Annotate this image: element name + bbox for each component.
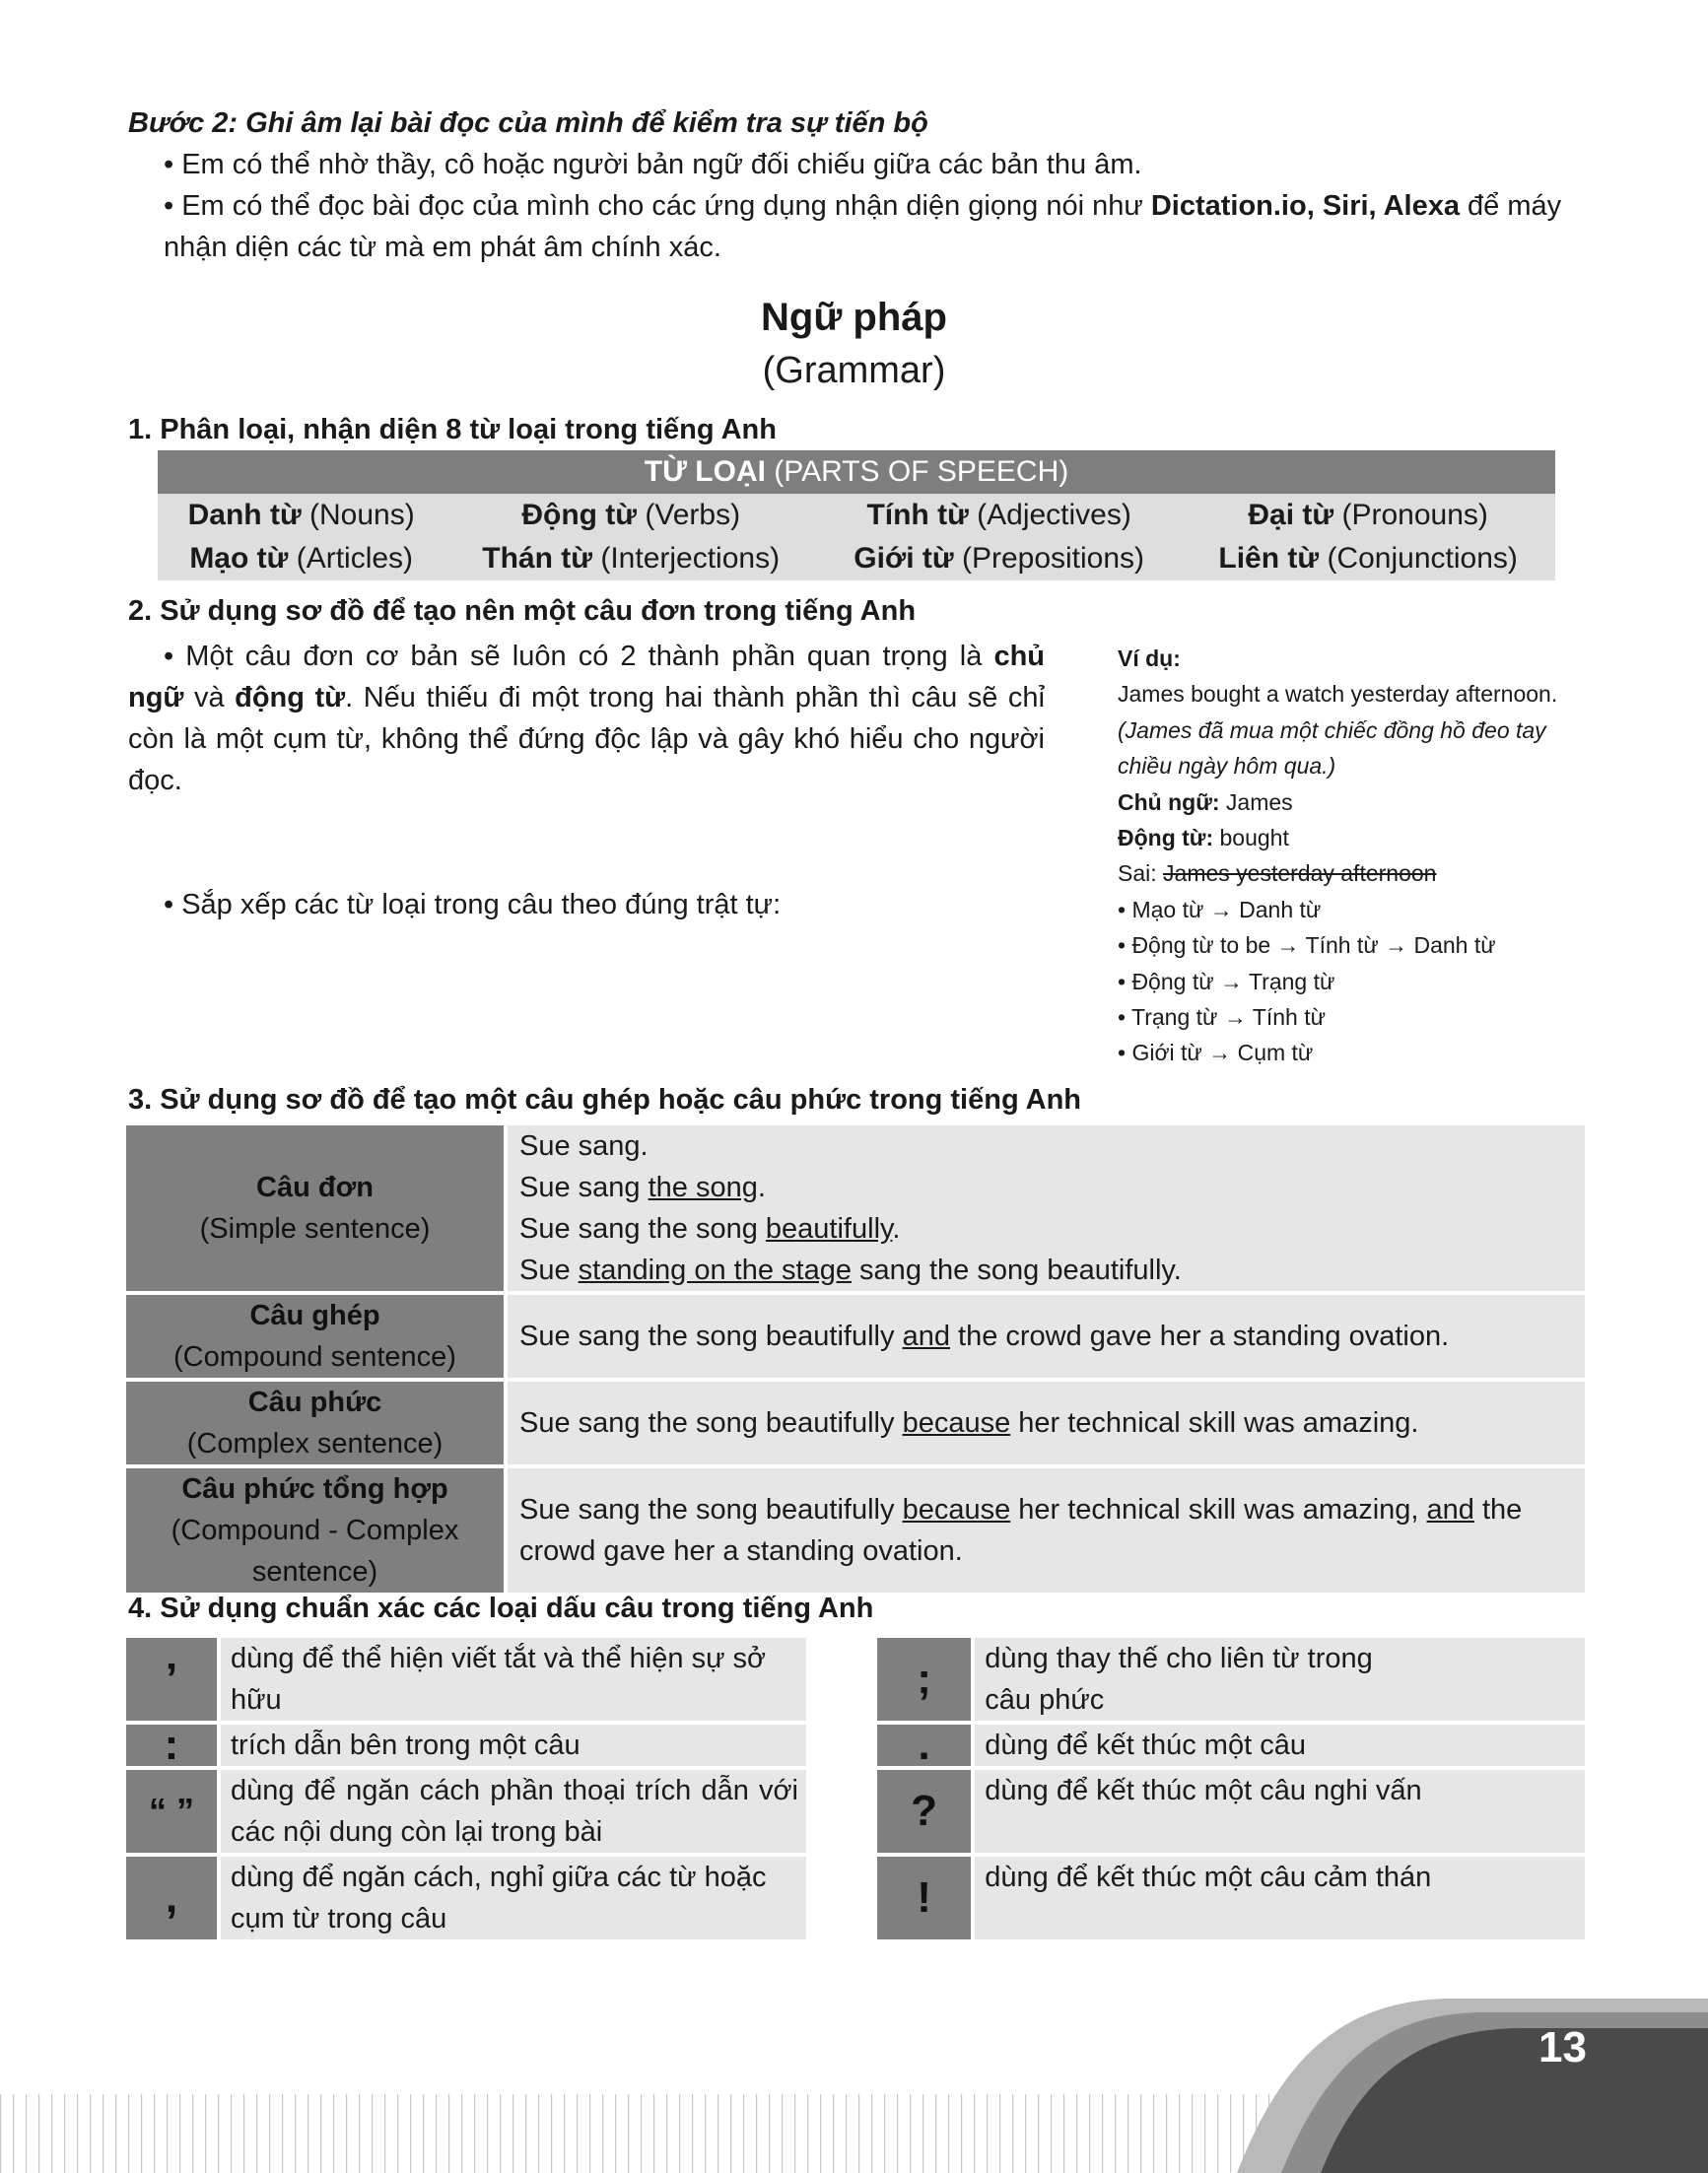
pos-en: (Conjunctions) <box>1319 542 1518 575</box>
quotation-marks-icon: “ ” <box>126 1770 217 1853</box>
punctuation-table-right <box>877 1634 1585 1943</box>
sec2-paragraph-2: • Sắp xếp các từ loại trong câu theo đúng trật tự: <box>164 889 782 920</box>
compound-complex-example <box>508 1468 1585 1593</box>
pos-vi: Liên từ <box>1218 542 1320 575</box>
step2-bullet-2-end: để máy nhận diện các từ mà em phát âm chính xác. <box>164 190 1562 263</box>
underlined: and <box>1426 1494 1474 1526</box>
punct-desc-text: dùng thay thế cho liên từ trong câu phức <box>985 1643 1373 1716</box>
parts-of-speech-table <box>158 450 1555 580</box>
row-simple <box>126 1125 1585 1291</box>
text: her technical skill was amazing. <box>1010 1407 1419 1439</box>
step2-bullet-1: • Em có thể nhờ thầy, cô hoặc người bản ngữ đối chiếu giữa các bản thu âm. <box>164 149 1142 180</box>
footer-decoration <box>0 1991 1708 2173</box>
pos-en: (Pronouns) <box>1333 499 1488 531</box>
order-item: • Giới từ → Cụm từ <box>1118 1040 1314 1066</box>
punct-desc: dùng để kết thúc một câu cảm thán <box>975 1857 1585 1939</box>
step2-title: Bước 2: Ghi âm lại bài đọc của mình để kiểm tra sự tiến bộ <box>128 107 928 139</box>
sec2-p1-rest: . Nếu thiếu đi một trong hai thành phần thì câu sẽ chỉ còn là một cụm từ, không thể đứng độc lập và gây khó hiểu cho người đọc. <box>128 682 1046 796</box>
order-item: • Động từ to be → Tính từ → Danh từ <box>1118 932 1496 959</box>
punct-desc: dùng để kết thúc một câu nghi vấn <box>975 1770 1585 1853</box>
row-complex <box>126 1382 1585 1464</box>
page-number: 13 <box>1538 2023 1587 2071</box>
pos-vi: Tính từ <box>866 499 969 531</box>
complex-en: (Complex sentence) <box>186 1428 444 1460</box>
pos-en: (Adjectives) <box>968 499 1131 531</box>
grammar-title-block <box>0 290 1708 396</box>
step2-bullet-2-text: • Em có thể đọc bài đọc của mình cho các ứng dụng nhận diện giọng nói như <box>164 190 1151 222</box>
order-item: • Động từ → Trạng từ <box>1118 968 1335 994</box>
verb-value: bought <box>1213 825 1289 851</box>
underlined: because <box>902 1407 1011 1439</box>
simple-examples <box>508 1125 1585 1291</box>
period-icon: . <box>877 1725 971 1766</box>
compound-example <box>508 1295 1585 1378</box>
text: . <box>892 1213 901 1245</box>
sec2-p1-and: và <box>183 682 236 713</box>
pos-cell <box>444 537 817 580</box>
sec2-p1-text: • Một câu đơn cơ bản sẽ luôn có 2 thành phần quan trọng là <box>164 641 994 672</box>
step2-apps: Dictation.io, Siri, Alexa <box>1150 190 1460 222</box>
pos-head-rest: (PARTS OF SPEECH) <box>765 455 1069 488</box>
step2-block <box>128 102 1587 268</box>
compound-en: (Compound sentence) <box>173 1341 456 1373</box>
pos-vi: Mạo từ <box>189 542 289 575</box>
text: the crowd gave her a standing ovation. <box>949 1321 1450 1352</box>
punct-desc: dùng để kết thúc một câu <box>975 1725 1585 1766</box>
compound-complex-vi: Câu phức tổng hợp <box>181 1473 448 1505</box>
colon-icon: : <box>126 1725 217 1766</box>
sec3-heading: 3. Sử dụng sơ đồ để tạo một câu ghép hoặc câu phức trong tiếng Anh <box>128 1084 1082 1116</box>
simple-ex-2 <box>519 1167 1575 1208</box>
verb-label: Động từ: <box>1118 825 1214 851</box>
grammar-subtitle: (Grammar) <box>762 350 946 391</box>
complex-example <box>508 1382 1585 1464</box>
apostrophe-icon: ’ <box>126 1638 217 1721</box>
example-wrong <box>1118 855 1591 891</box>
punct-row <box>126 1638 806 1721</box>
pos-cell <box>817 537 1181 580</box>
wrong-value: James yesterday afternoon <box>1163 860 1437 887</box>
punct-row <box>126 1857 806 1939</box>
punct-desc: dùng để ngăn cách, nghỉ giữa các từ hoặc cụm từ trong câu <box>221 1857 806 1939</box>
text: . <box>757 1172 766 1203</box>
sec2-example <box>1118 641 1591 1071</box>
pos-cell <box>444 494 817 537</box>
pos-en: (Verbs) <box>637 499 741 531</box>
pos-cell <box>158 537 444 580</box>
pos-cell <box>817 494 1181 537</box>
subject-value: James <box>1219 788 1293 815</box>
wrong-label: Sai: <box>1118 860 1164 887</box>
complex-label <box>126 1382 504 1464</box>
punct-row <box>877 1638 1585 1721</box>
pos-en: (Interjections) <box>592 542 781 575</box>
semicolon-icon: ; <box>877 1638 971 1721</box>
example-translation-1: (James đã mua một chiếc đồng hồ đeo tay <box>1118 716 1546 743</box>
pos-cell <box>158 494 444 537</box>
underlined: and <box>902 1321 950 1352</box>
punct-row <box>877 1857 1585 1939</box>
punct-row <box>126 1770 806 1853</box>
pos-vi: Giới từ <box>854 542 954 575</box>
sec2-paragraph-1 <box>128 636 1045 801</box>
pos-en: (Prepositions) <box>953 542 1145 575</box>
punct-row <box>126 1725 806 1766</box>
sec1-heading: 1. Phân loại, nhận diện 8 từ loại trong tiếng Anh <box>128 414 777 445</box>
sec2-verb-term: động từ <box>235 682 346 713</box>
example-sentence: James bought a watch yesterday afternoon. <box>1118 681 1558 708</box>
row-compound-complex <box>126 1468 1585 1593</box>
question-mark-icon: ? <box>877 1770 971 1853</box>
simple-ex-4 <box>519 1250 1575 1291</box>
pos-vi: Danh từ <box>187 499 302 531</box>
example-subject <box>1118 784 1591 820</box>
pos-vi: Thán từ <box>482 542 593 575</box>
pos-en: (Articles) <box>288 542 414 575</box>
example-verb <box>1118 820 1591 855</box>
subject-label: Chủ ngữ: <box>1118 788 1220 815</box>
row-compound <box>126 1295 1585 1378</box>
underlined: because <box>902 1494 1011 1526</box>
text: Sue sang the song beautifully <box>519 1407 903 1439</box>
pos-row-2 <box>158 537 1555 580</box>
sec2-text <box>128 636 1045 925</box>
pos-table-head <box>158 450 1555 494</box>
order-item: • Trạng từ → Tính từ <box>1118 1004 1326 1031</box>
text: Sue sang the song beautifully <box>519 1321 903 1352</box>
text: Sue <box>519 1255 579 1286</box>
simple-en: (Simple sentence) <box>199 1213 431 1245</box>
punct-row <box>877 1770 1585 1853</box>
comma-icon: , <box>126 1857 217 1939</box>
pos-cell <box>1181 537 1555 580</box>
sentence-types-table <box>126 1121 1585 1596</box>
simple-vi: Câu đơn <box>256 1172 374 1203</box>
compound-complex-en: (Compound - Complex sentence) <box>171 1515 459 1588</box>
sec2-subject-term: chủ ngữ <box>128 641 1045 713</box>
complex-vi: Câu phức <box>247 1387 382 1418</box>
text: the crowd gave her a standing ovation. <box>519 1494 1523 1567</box>
punctuation-table-left <box>126 1634 806 1943</box>
pos-row-1 <box>158 494 1555 537</box>
pos-vi: Đại từ <box>1248 499 1334 531</box>
simple-ex-3 <box>519 1208 1575 1250</box>
text: her technical skill was amazing, <box>1010 1494 1427 1526</box>
pos-en: (Nouns) <box>301 499 415 531</box>
pos-head-bold: TỪ LOẠI <box>644 455 766 488</box>
exclamation-mark-icon: ! <box>877 1857 971 1939</box>
pos-head-cell <box>158 450 1555 494</box>
compound-label <box>126 1295 504 1378</box>
text: Sue sang the song beautifully <box>519 1494 903 1526</box>
pos-cell <box>1181 494 1555 537</box>
compound-complex-label <box>126 1468 504 1593</box>
simple-ex-1: Sue sang. <box>519 1130 649 1162</box>
pos-vi: Động từ <box>521 499 638 531</box>
underlined: the song <box>648 1172 758 1203</box>
underlined: beautifully <box>765 1213 893 1245</box>
text: Sue sang the song <box>519 1213 766 1245</box>
punct-desc: trích dẫn bên trong một câu <box>221 1725 806 1766</box>
sec4-heading: 4. Sử dụng chuẩn xác các loại dấu câu trong tiếng Anh <box>128 1593 874 1624</box>
text: sang the song beautifully. <box>852 1255 1182 1286</box>
punct-desc: dùng để thể hiện viết tắt và thể hiện sự sở hữu <box>221 1638 806 1721</box>
text: Sue sang <box>519 1172 649 1203</box>
example-label: Ví dụ: <box>1118 645 1181 671</box>
order-item: • Mạo từ → Danh từ <box>1118 896 1322 922</box>
sec2-heading: 2. Sử dụng sơ đồ để tạo nên một câu đơn trong tiếng Anh <box>128 595 917 627</box>
example-translation-2: chiều ngày hôm qua.) <box>1118 753 1336 780</box>
punct-row <box>877 1725 1585 1766</box>
compound-vi: Câu ghép <box>249 1300 380 1331</box>
punct-desc <box>975 1638 1585 1721</box>
step2-bullet-2 <box>128 185 1587 268</box>
simple-label <box>126 1125 504 1291</box>
grammar-title: Ngữ pháp <box>761 296 947 339</box>
punct-desc: dùng để ngăn cách phần thoại trích dẫn với các nội dung còn lại trong bài <box>221 1770 806 1853</box>
underlined: standing on the stage <box>578 1255 852 1286</box>
